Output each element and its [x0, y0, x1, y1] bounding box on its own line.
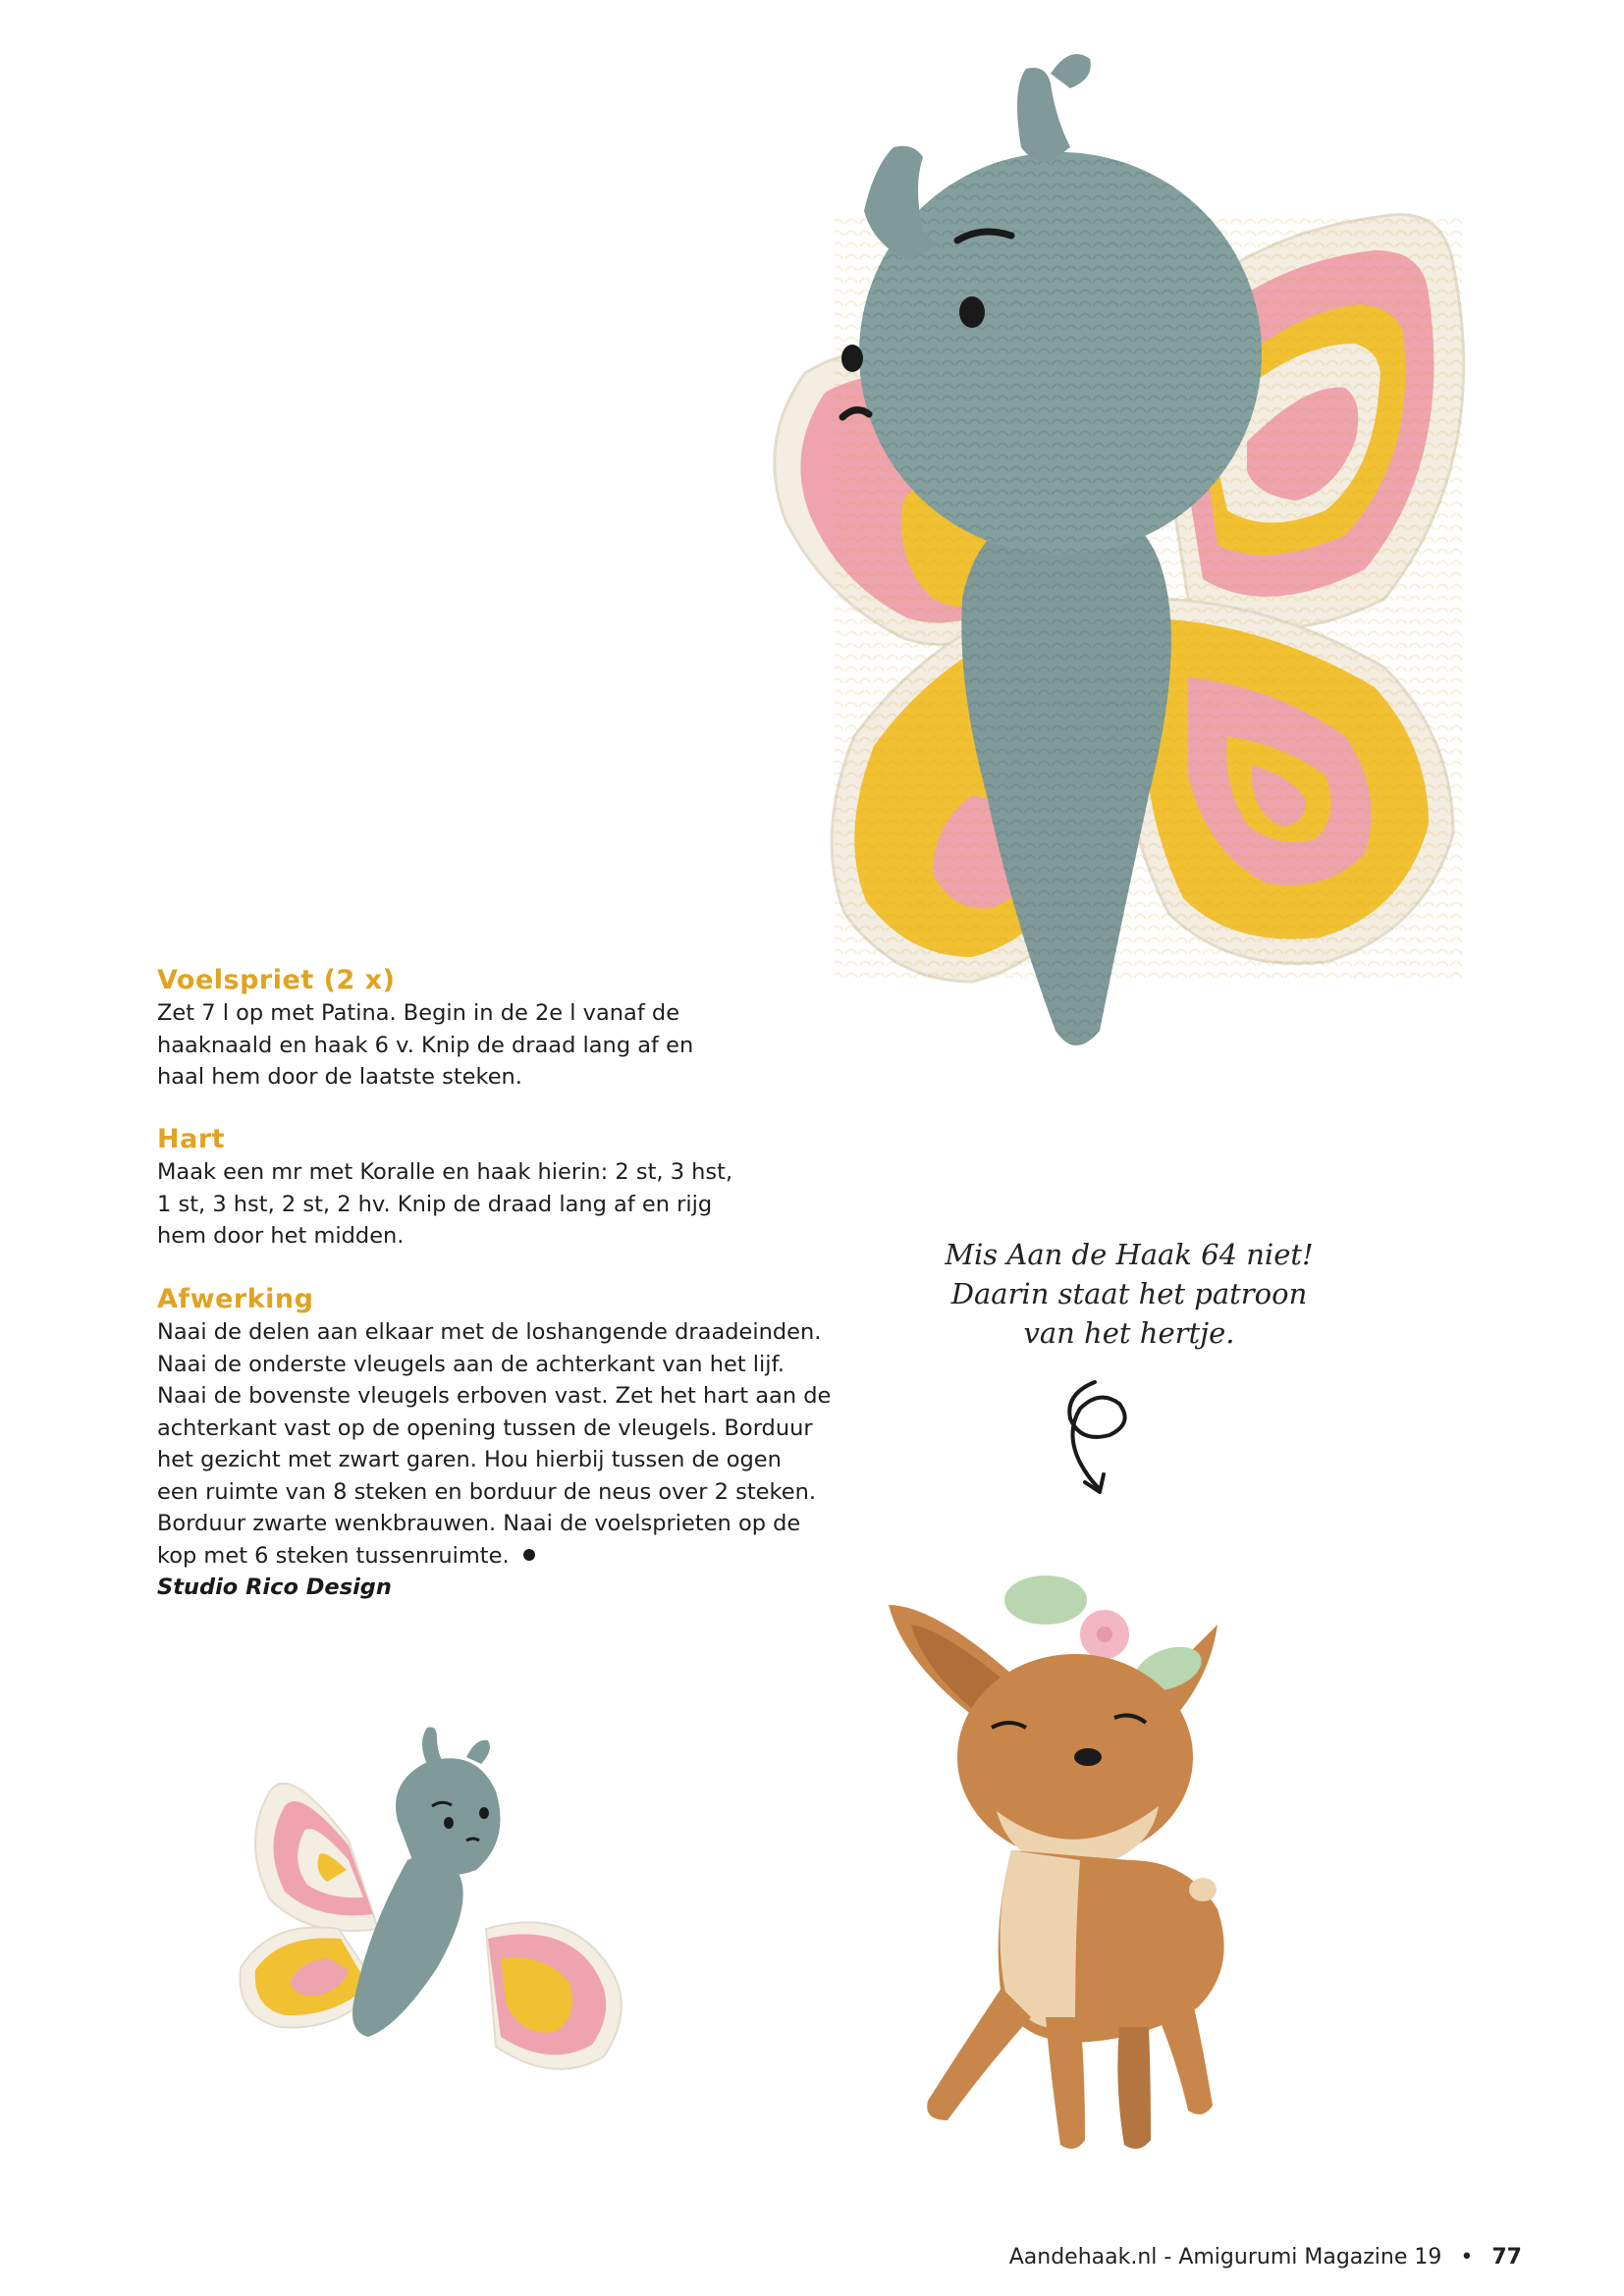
large-butterfly-photo — [638, 49, 1581, 1070]
section-heading: Hart — [157, 1124, 226, 1154]
callout-text: Mis Aan de Haak 64 niet! Daarin staat het patroon van het hertje. — [945, 1238, 1314, 1350]
curly-arrow-icon — [1041, 1374, 1139, 1502]
section-body: Zet 7 l op met Patina. Begin in de 2e l vanaf de haaknaald en haak 6 v. Knip de draad lang af en haal hem door de laatste steken. — [157, 1000, 694, 1090]
page-footer — [1009, 2245, 1522, 2269]
designer-credit: Studio Rico Design — [157, 1575, 392, 1600]
small-butterfly-photo — [231, 1703, 663, 2086]
page-number: 77 — [1491, 2245, 1522, 2269]
deer-photo — [864, 1556, 1257, 2184]
section-afwerking — [157, 1284, 844, 1603]
section-heading: Afwerking — [157, 1284, 314, 1314]
section-body-text: Naai de delen aan elkaar met de loshangende draadeinden. Naai de onderste vleugels aan de achterkant van het lijf. Naai de bovenste vleugels erboven vast. Zet het hart aan de achterkant vast op de opening tussen de vleugels. Borduur het gezicht met zwart garen. Hou hierbij tussen de ogen een ruimte van 8 steken en borduur de neus over 2 steken. Borduur zwarte wenkbrauwen. Naai de voelsprieten op de kop met 6 steken tussenruimte. — [157, 1319, 832, 1569]
section-heading: Voelspriet (2 x) — [157, 965, 396, 995]
section-hart — [157, 1124, 835, 1253]
footer-bullet: • — [1460, 2245, 1474, 2269]
end-bullet-icon — [523, 1549, 535, 1561]
section-voelspriet — [157, 965, 835, 1094]
section-body — [157, 1316, 844, 1572]
footer-publication: Aandehaak.nl - Amigurumi Magazine 19 — [1008, 2245, 1442, 2269]
section-body: Maak een mr met Koralle en haak hierin: 2 st, 3 hst, 1 st, 3 hst, 2 st, 2 hv. Knip de draad lang af en rijg hem door het midden. — [157, 1159, 733, 1249]
